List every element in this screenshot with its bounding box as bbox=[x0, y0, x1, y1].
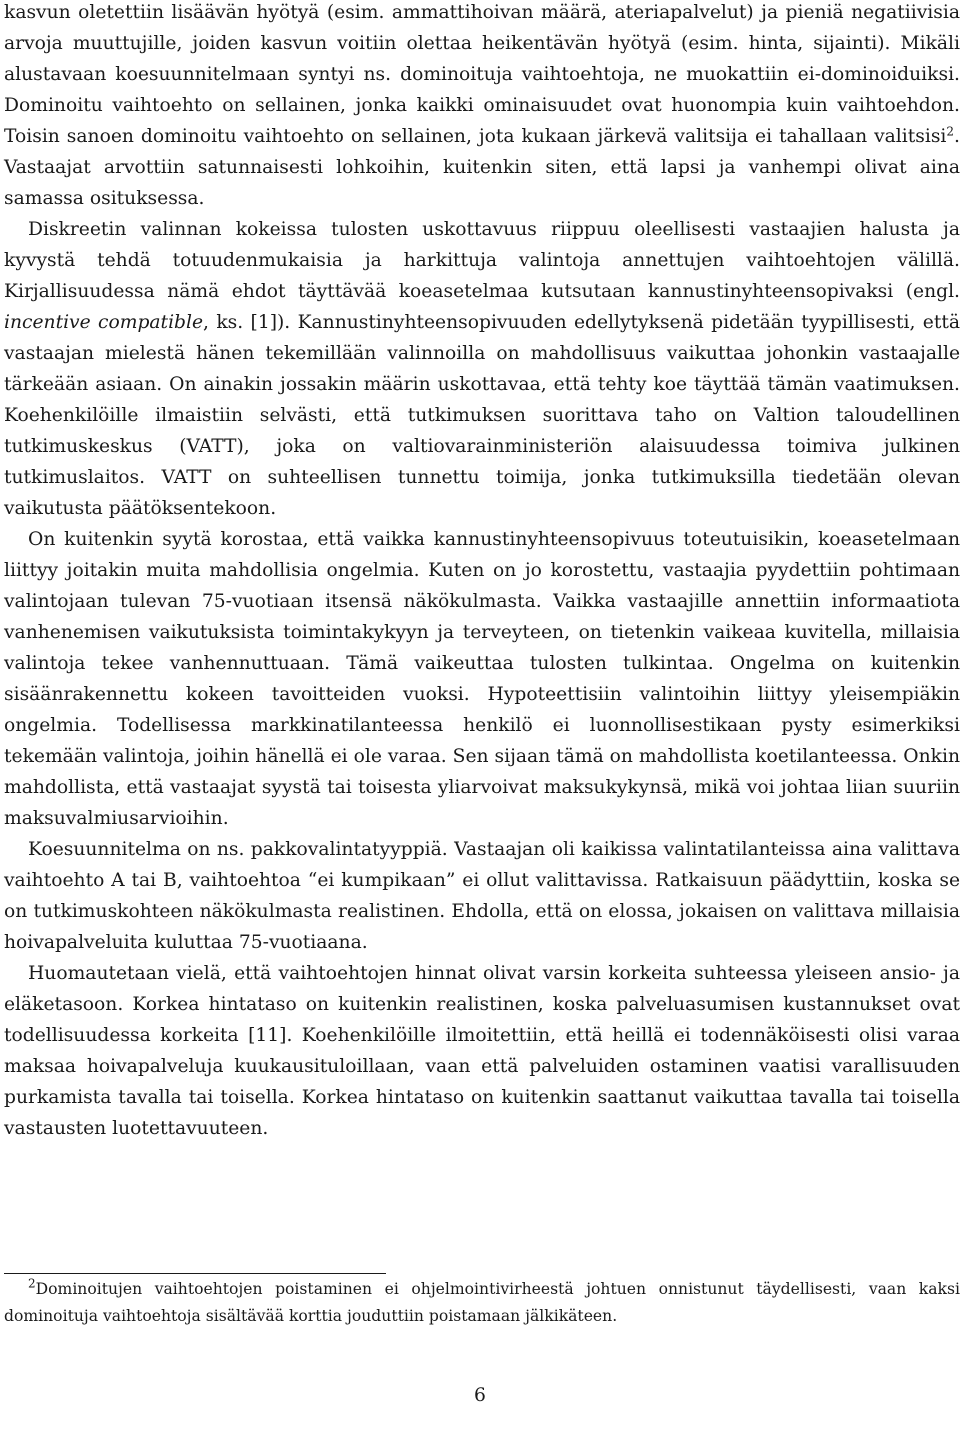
paragraph-text: , ks. [1]). Kannustinyhteensopivuuden edellytyksenä pidetään tyypillisesti, että vastaajan mielestä hänen tekemillään valinnoilla on mahdollisuus vaikuttaa johonkin vastaajalle tärkeään asiaan. On ainakin jossakin määrin uskottavaa, että tehty koe täyttää tämän vaatimuksen. Koehenkilöille ilmaistiin selvästi, että tutkimuksen suorittava taho on Valtion taloudellinen tutkimuskeskus (VATT), joka on valtiovarainministeriön alaisuudessa toimiva julkinen tutkimuslaitos. VATT on suhteellisen tunnettu toimija, jonka tutkimuksilla tiedetään olevan vaikutusta päätöksentekoon. bbox=[4, 312, 960, 519]
italic-term: incentive compatible bbox=[4, 312, 204, 333]
page-number: 6 bbox=[474, 1385, 486, 1406]
body-text bbox=[4, 0, 960, 1144]
paragraph-text: kasvun oletettiin lisäävän hyötyä (esim. ammattihoivan määrä, ateriapalvelut) ja pieniä negatiivisia arvoja muuttujille, joiden kasvun voitiin olettaa heikentävän hyötyä (esim. hinta, sijainti). Mikäli alustavaan koesuunnitelmaan syntyi ns. dominoituja vaihtoehtoja, ne muokattiin ei-dominoiduiksi. Dominoitu vaihtoehto on sellainen, jonka kaikki ominaisuudet ovat huonompia kuin vaihtoehdon. Toisin sanoen dominoitu vaihtoehto on sellainen, jota kukaan järkevä valitsija ei tahallaan valitsisi bbox=[4, 2, 960, 147]
paragraph-text: . Vastaajat arvottiin satunnaisesti lohkoihin, kuitenkin siten, että lapsi ja vanhempi olivat aina samassa osituksessa. bbox=[4, 126, 960, 209]
body-paragraph bbox=[4, 958, 960, 1144]
footnote-reference: 2 bbox=[946, 124, 955, 139]
footnote-marker: 2 bbox=[28, 1276, 36, 1291]
body-paragraph bbox=[4, 214, 960, 524]
footnote-rule bbox=[4, 1273, 386, 1274]
footnote-paragraph bbox=[4, 1276, 960, 1330]
paragraph-text: Koesuunnitelma on ns. pakkovalintatyyppiä. Vastaajan oli kaikissa valintatilanteissa aina valittava vaihtoehto A tai B, vaihtoehtoa “ei kumpikaan” ei ollut valittavissa. Ratkaisuun päädyttiin, koska se on tutkimuskohteen näkökulmasta realistinen. Ehdolla, että on elossa, jokaisen on valittava millaisia hoivapalveluita kuluttaa 75-vuotiaana. bbox=[4, 839, 960, 953]
paragraph-text: On kuitenkin syytä korostaa, että vaikka kannustinyhteensopivuus toteutuisikin, koeasetelmaan liittyy joitakin muita mahdollisia ongelmia. Kuten on jo korostettu, vastaajia pyydettiin pohtimaan valintojaan tulevan 75-vuotiaan itsensä näkökulmasta. Vaikka vastaajille annettiin informaatiota vanhenemisen vaikutuksista toimintakykyyn ja terveyteen, on tietenkin vaikeaa kuvitella, millaisia valintoja tekee vanhennuttuaan. Tämä vaikeuttaa tulosten tulkintaa. Ongelma on kuitenkin sisäänrakennettu kokeen tavoitteiden vuoksi. Hypoteettisiin valintoihin liittyy yleisempiäkin ongelmia. Todellisessa markkinatilanteessa henkilö ei luonnollisestikaan pysty esimerkiksi tekemään valintoja, joihin hänellä ei ole varaa. Sen sijaan tämä on mahdollista koetilanteessa. Onkin mahdollista, että vastaajat syystä tai toisesta yliarvoivat maksukykynsä, mikä voi johtaa liian suuriin maksuvalmiusarvioihin. bbox=[4, 529, 960, 829]
paragraph-text: Huomautetaan vielä, että vaihtoehtojen hinnat olivat varsin korkeita suhteessa yleiseen ansio- ja eläketasoon. Korkea hintataso on kuitenkin realistinen, koska palveluasumisen kustannukset ovat todellisuudessa korkeita [11]. Koehenkilöille ilmoitettiin, että heillä ei todennäköisesti olisi varaa maksaa hoivapalveluja kuukausituloillaan, vaan että palveluiden ostaminen vaatisi varallisuuden purkamista tavalla tai toisella. Korkea hintataso on kuitenkin saattanut vaikuttaa tavalla tai toisella vastausten luotettavuuteen. bbox=[4, 963, 960, 1139]
footnote bbox=[4, 1276, 960, 1330]
body-paragraph bbox=[4, 0, 960, 214]
body-paragraph bbox=[4, 834, 960, 958]
body-paragraph bbox=[4, 524, 960, 834]
footnote-text: Dominoitujen vaihtoehtojen poistaminen ei ohjelmointivirheestä johtuen onnistunut täydellisesti, vaan kaksi dominoituja vaihtoehtoja sisältävää korttia jouduttiin poistamaan jälkikäteen. bbox=[4, 1280, 960, 1325]
paragraph-text: Diskreetin valinnan kokeissa tulosten uskottavuus riippuu oleellisesti vastaajien halusta ja kyvystä tehdä totuudenmukaisia ja harkittuja valintoja annettujen vaihtoehtojen välillä. Kirjallisuudessa nämä ehdot täyttävää koeasetelmaa kutsutaan kannustinyhteensopivaksi (engl. bbox=[4, 219, 960, 302]
